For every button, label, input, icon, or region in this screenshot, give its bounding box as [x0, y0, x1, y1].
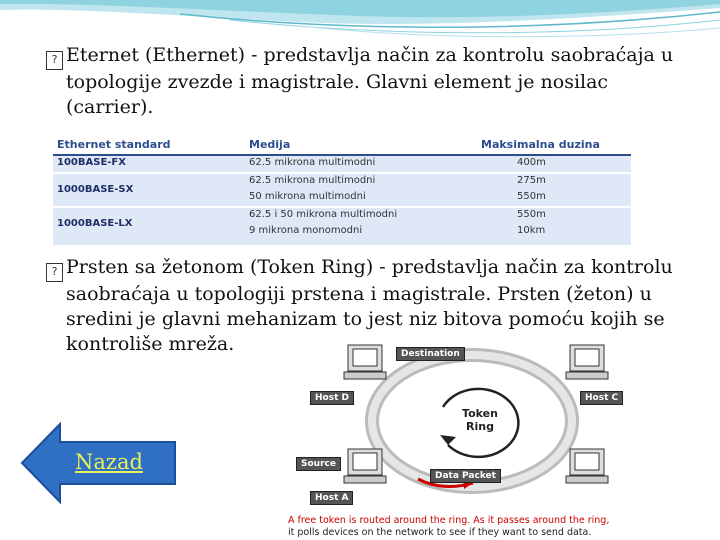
table-cell: 1000BASE-LX [57, 218, 133, 229]
host-d-label: Host D [310, 391, 354, 405]
ethernet-standards-table [53, 133, 631, 245]
host-c-label: Host C [580, 391, 623, 405]
caption-line: it polls devices on the network to see if they want to send data. [288, 527, 592, 538]
back-link-text[interactable]: Nazad [75, 450, 143, 474]
table-cell: 1000BASE-SX [57, 184, 134, 195]
host-a-label: Host A [310, 491, 353, 505]
table-cell: 50 mikrona multimodni [249, 191, 366, 202]
bullet-icon: ? [46, 51, 63, 70]
bullet-icon: ? [46, 263, 63, 282]
destination-label: Destination [396, 347, 465, 361]
bullet-text: Eternet (Ethernet) - predstavlja način za kontrolu saobraćaja u [66, 44, 674, 66]
source-label: Source [296, 457, 341, 471]
bullet-line [46, 43, 686, 70]
back-button[interactable] [20, 422, 180, 504]
column-header: Maksimalna duzina [481, 138, 600, 151]
bullet-line: saobraćaja u topologiji prstena i magistrale. Prsten (žeton) u [66, 283, 652, 305]
bullet-line: kontroliše mreža. [66, 333, 235, 355]
table-cell: 9 mikrona monomodni [249, 225, 363, 236]
bullet-line [46, 255, 686, 282]
table-header [53, 133, 631, 156]
data-packet-label: Data Packet [430, 469, 501, 483]
table-cell: 550m [517, 209, 546, 220]
caption-line: A free token is routed around the ring. As it passes around the ring, [288, 515, 610, 526]
bullet-line: (carrier). [66, 96, 154, 118]
bullet-line: topologije zvezde i magistrale. Glavni element je nosilac [66, 71, 609, 93]
computer-icon [344, 345, 386, 379]
row-divider [53, 172, 631, 174]
token-ring-graphic [268, 337, 660, 540]
column-header: Medija [249, 138, 291, 151]
column-header: Ethernet standard [57, 138, 171, 151]
table-cell: 62.5 mikrona multimodni [249, 175, 376, 186]
computer-icon [566, 345, 608, 379]
table-cell: 10km [517, 225, 546, 236]
bullet-line: sredini je glavni mehanizam to jest niz bitova pomoću kojih se [66, 308, 665, 330]
computer-icon [344, 449, 386, 483]
table-cell: 100BASE-FX [57, 157, 126, 168]
row-divider [53, 206, 631, 208]
diagram-caption [288, 515, 658, 539]
token-ring-diagram [268, 337, 660, 540]
token-ring-center-label [458, 407, 502, 433]
bullet-text: Prsten sa žetonom (Token Ring) - predstavlja način za kontrolu [66, 256, 673, 278]
computer-icon [566, 449, 608, 483]
table-cell: 550m [517, 191, 546, 202]
table-cell: 62.5 mikrona multimodni [249, 157, 376, 168]
table-cell: 62.5 i 50 mikrona multimodni [249, 209, 398, 220]
table-cell: 275m [517, 175, 546, 186]
table-cell: 400m [517, 157, 546, 168]
token-text: Token [462, 407, 498, 420]
bullet-ethernet [46, 43, 686, 120]
ring-text: Ring [466, 420, 494, 433]
